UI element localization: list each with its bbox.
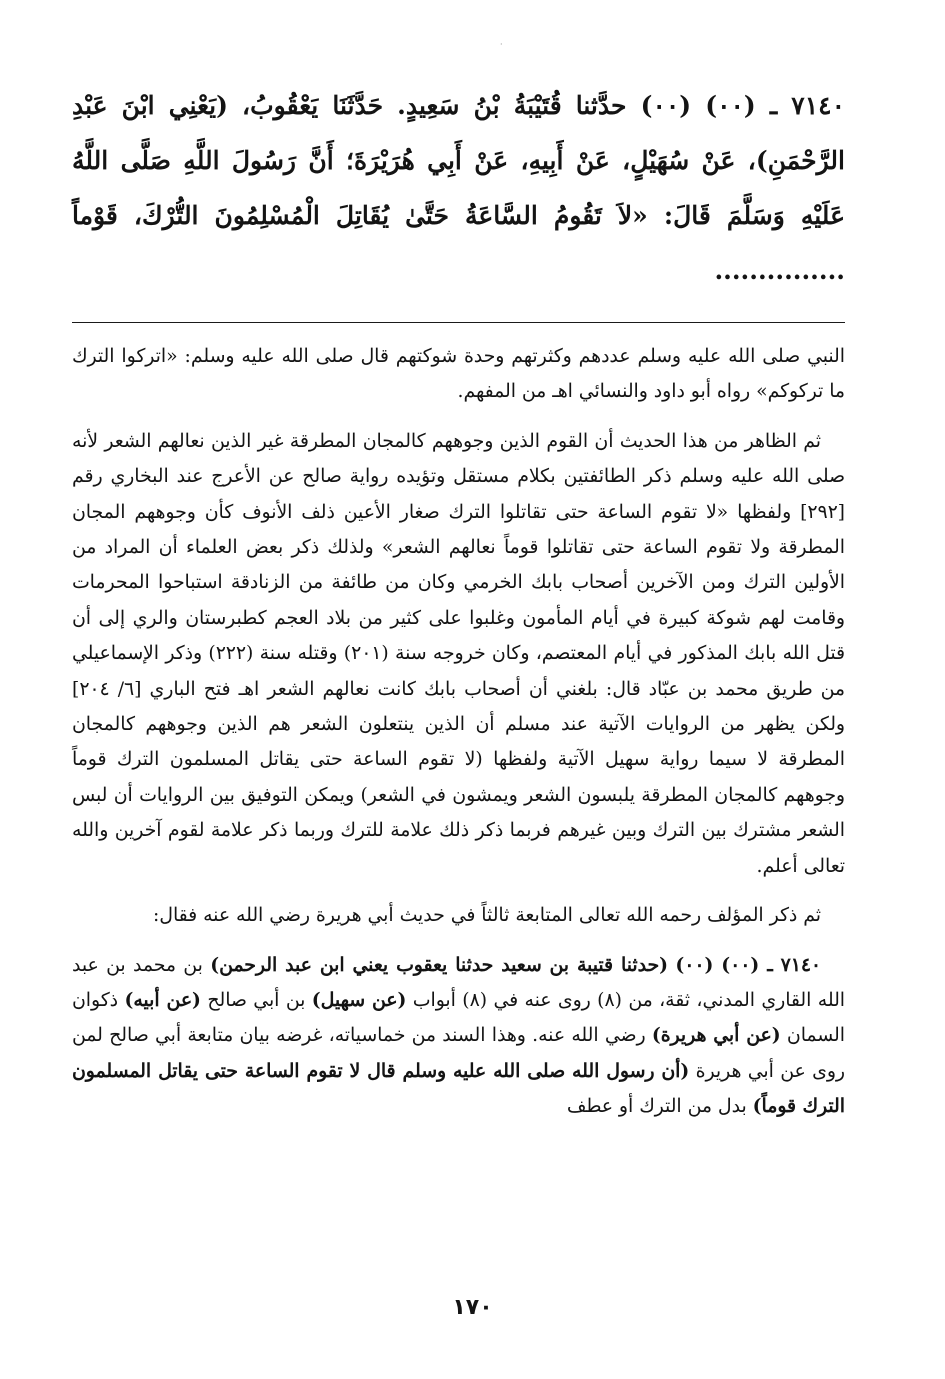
hadith-matn-bold: «لاَ تَقُومُ السَّاعَةُ حَتَّىٰ يُقَاتِلَ الْمُسْلِمُونَ التُّرْكَ، قَوْماً	[72, 201, 648, 230]
hadith-main-text	[72, 78, 845, 298]
sharh-text-4: رضي الله عنه. وهذا السند من خماسياته، غرضه بيان متابعة أبي صالح لمن روى عن أبي هريرة	[72, 1025, 845, 1082]
sharh-bold-5: (أن رسول الله صلى الله عليه وسلم قال لا تقوم الساعة حتى يقاتل المسلمون الترك قوماً)	[72, 1059, 845, 1118]
sharh-bold-3: (عن أبيه)	[124, 988, 201, 1011]
sharh-bold-4: (عن أبي هريرة)	[651, 1024, 781, 1047]
commentary-paragraph-4	[72, 948, 845, 1125]
page-content	[72, 78, 845, 1379]
page-number: ١٧٠	[452, 1295, 493, 1320]
hadith-number: ٧١٤٠ ـ (٠٠) (٠٠)	[640, 91, 845, 120]
hadith-chain: حدَّثنا قُتَيْبَةُ بْنُ سَعِيدٍ. حَدَّثَنَا يَعْقُوبُ، (يَعْنِي ابْنَ عَبْدِ الرَّحْمَنِ)، عَنْ سُهَيْلٍ، عَنْ أَبِيهِ، عَنْ أَبِي هُرَيْرَةَ؛ أَنَّ رَسُولَ اللَّهِ صَلَّى اللَّهُ عَلَيْهِ وَسَلَّمَ قَالَ:	[72, 91, 845, 230]
commentary-paragraph-2: ثم الظاهر من هذا الحديث أن القوم الذين وجوههم كالمجان المطرقة غير الذين نعالهم الشعر لأنه صلى الله عليه وسلم ذكر الطائفتين بكلام مستقل وتؤيده رواية صالح عن الأعرج عند البخاري رقم [٢٩٢] ولفظها «لا تقوم الساعة حتى تقاتلوا الترك صغار الأعين ذلف الأنوف كأن وجوههم المجان المطرقة ولا تقوم الساعة حتى تقاتلوا قوماً نعالهم الشعر» ولذلك ذكر بعض العلماء أن المراد من الأولين الترك ومن الآخرين أصحاب بابك الخرمي وكان من طائفة من الزنادقة استباحوا المحرمات وقامت لهم شوكة كبيرة في أيام المأمون وغلبوا على كثير من بلاد العجم كطبرستان والري إلى أن قتل الله بابك المذكور في أيام المعتصم، وكان خروجه سنة (٢٠١) وقتله سنة (٢٢٢) وذكر الإسماعيلي من طريق محمد بن عبّاد قال: بلغني أن أصحاب بابك كانت نعالهم الشعر اهـ فتح الباري [٦/ ٢٠٤] ولكن يظهر من الروايات الآتية عند مسلم أن الذين ينتعلون الشعر هم الذين وجوههم كالمجان المطرقة لا سيما رواية سهيل الآتية ولفظها (لا تقوم الساعة حتى يقاتل المسلمون الترك قوماً وجوههم كالمجان المطرقة يلبسون الشعر ويمشون في الشعر) ويمكن التوفيق بين الروايات أن لبس الشعر مشترك بين الترك وبين غيرهم فربما ذكر ذلك علامة للترك وربما ذكر علامة لقوم آخرين والله تعالى أعلم.	[72, 430, 845, 877]
commentary-paragraph-3: ثم ذكر المؤلف رحمه الله تعالى المتابعة ثالثاً في حديث أبي هريرة رضي الله عنه فقال:	[152, 905, 821, 927]
sharh-bold-1: (حدثنا قتيبة بن سعيد حدثنا يعقوب يعني ابن عبد الرحمن)	[210, 953, 668, 976]
sharh-text-5: بدل من الترك أو عطف	[566, 1096, 747, 1118]
footnote-divider	[72, 322, 845, 323]
hadith-continuation-dots: ...............	[714, 256, 845, 285]
commentary-section	[72, 339, 845, 1125]
sharh-text-1: بن محمد بن عبد الله القاري المدني، ثقة، من (٨) روى عنه في (٨) أبواب	[72, 954, 846, 1011]
sharh-bold-2: (عن سهيل)	[311, 988, 407, 1011]
page-top-mark: ·	[500, 40, 503, 49]
sharh-text-2: بن أبي صالح	[207, 989, 306, 1011]
sharh-text-3: ذكوان السمان	[72, 989, 845, 1047]
commentary-paragraph-1: النبي صلى الله عليه وسلم عددهم وكثرتهم وحدة شوكتهم قال صلى الله عليه وسلم: «اتركوا الترك ما تركوكم» رواه أبو داود والنسائي اهـ من المفهم.	[72, 346, 845, 403]
sharh-hadith-number: ٧١٤٠ ـ (٠٠) (٠٠)	[675, 953, 822, 976]
